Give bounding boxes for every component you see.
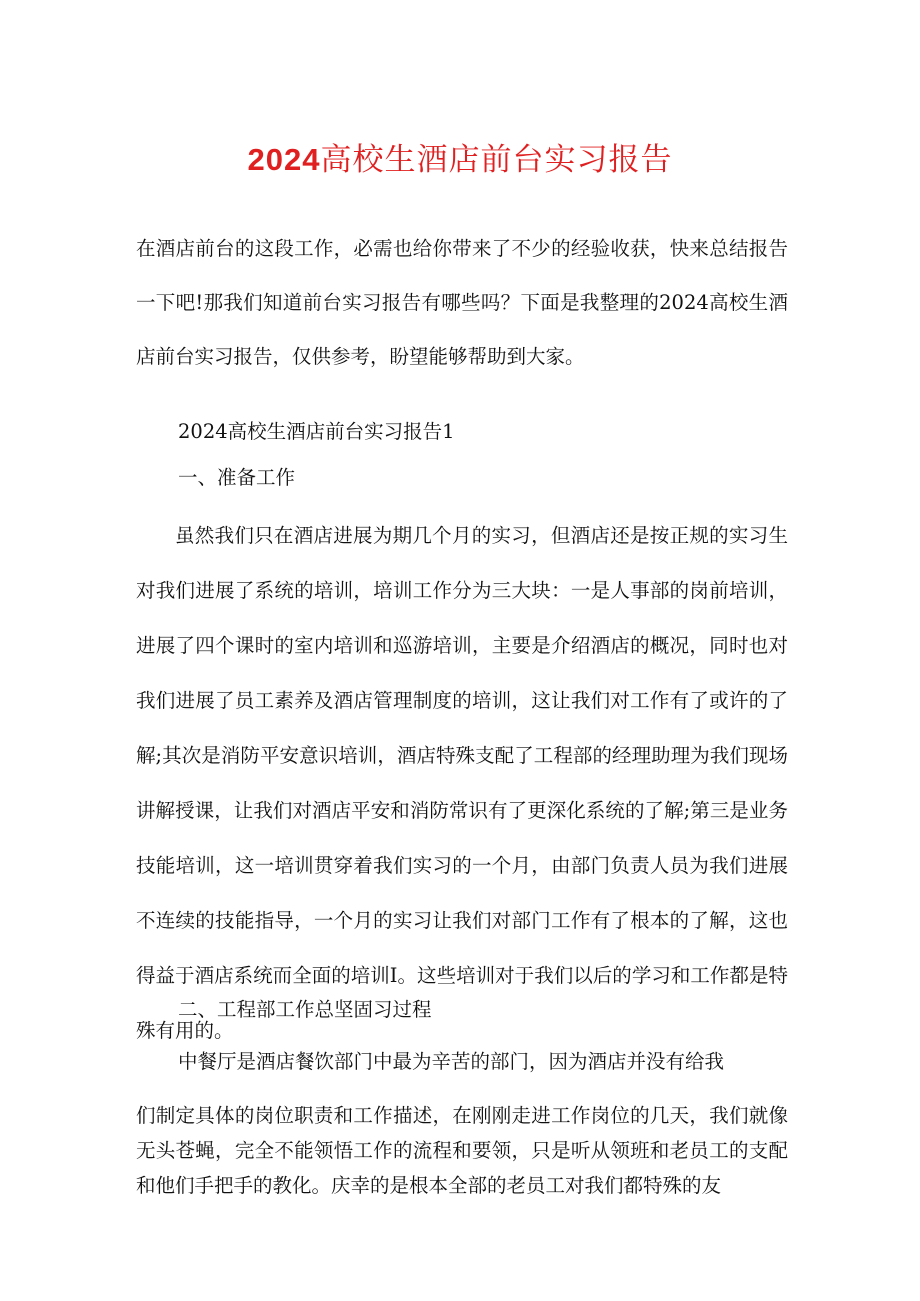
report-heading: 2024高校生酒店前台实习报告1 [178, 420, 455, 443]
title-text: 高校生酒店前台实习报告 [320, 142, 673, 178]
title-year: 2024 [247, 142, 321, 177]
section-body-engineering: 们制定具体的岗位职责和工作描述，在刚刚走进工作岗位的几天，我们就像无头苍蝇，完全不能领悟工作的流程和要领，只是听从领班和老员工的支配和他们手把手的教化。庆幸的是根本全部的老员工对我们都特殊的友 [136, 1104, 788, 1197]
section-body-preparation: 虽然我们只在酒店进展为期几个月的实习，但酒店还是按正规的实习生对我们进展了系统的培训，培训工作分为三大块：一是人事部的岗前培训，进展了四个课时的室内培训和巡游培训，主要是介绍酒店的概况，同时也对我们进展了员工素养及酒店管理制度的培训，这让我们对工作有了或许的了解;其次是消防平安意识培训，酒店特殊支配了工程部的经理助理为我们现场讲解授课，让我们对酒店平安和消防常识有了更深化系统的了解;第三是业务技能培训，这一培训贯穿着我们实习的一个月，由部门负责人员为我们进展不连续的技能指导，一个月的实习让我们对部门工作有了根本的了解，这也得益于酒店系统而全面的培训I。这些培训对于我们以后的学习和工作都是特殊有用的。 [136, 524, 788, 1042]
document-title [0, 138, 920, 182]
section-heading-preparation: 一、准备工作 [178, 466, 296, 489]
section-lead-line: 中餐厅是酒店餐饮部门中最为辛苦的部门，因为酒店并没有给我 [178, 1050, 725, 1073]
intro-paragraph: 在酒店前台的这段工作，必需也给你带来了不少的经验收获，快来总结报告一下吧!那我们知道前台实习报告有哪些吗？下面是我整理的2024高校生酒店前台实习报告，仅供参考，盼望能够帮助到大家。 [136, 237, 788, 368]
section-heading-engineering: 二、工程部工作总坚固习过程 [178, 998, 432, 1021]
